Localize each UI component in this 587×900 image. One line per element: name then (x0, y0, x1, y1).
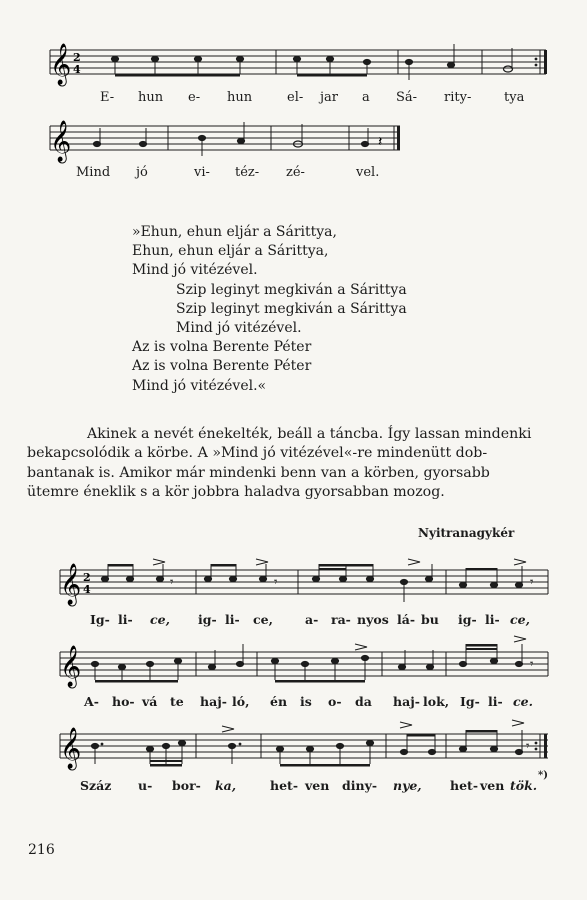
syllable: e- (188, 90, 201, 105)
syllable: ven (305, 778, 330, 793)
syllable: li- (225, 612, 240, 627)
syllable: is (300, 694, 312, 709)
syllable: ce, (253, 612, 273, 627)
syllable: li- (118, 612, 133, 627)
poem-line: »Ehun, ehun eljár a Sárittya, (132, 224, 337, 240)
poem (132, 223, 407, 396)
syllable: li- (485, 612, 500, 627)
syllable: Ig- (90, 612, 110, 627)
svg-text:𝄾: 𝄾 (170, 575, 174, 590)
poem-line: Mind jó vitézével. (132, 262, 258, 279)
syllable: ig- (458, 612, 477, 627)
svg-text:4: 4 (83, 583, 91, 596)
footnote-mark: *) (538, 770, 548, 781)
syllable: hun (138, 90, 164, 105)
syllable: Sá- (396, 90, 418, 105)
poem-line: Szip leginyt megkiván a Sárittya (176, 300, 407, 317)
syllable: bu (421, 612, 439, 627)
syllable: vi- (194, 165, 210, 180)
syllable: li- (488, 694, 503, 709)
prose-paragraph (27, 425, 567, 503)
syllable: ce, (510, 612, 530, 627)
syllable: haj- (200, 694, 227, 709)
svg-text:𝄾: 𝄾 (526, 739, 530, 754)
treble-clef-icon: 𝄞 (60, 646, 82, 687)
svg-text:𝄾: 𝄾 (530, 657, 534, 672)
poem-line: Szip leginyt megkiván a Sárittya (176, 281, 407, 298)
syllable: nyos (357, 612, 389, 627)
staff-4 (0, 630, 587, 690)
syllable: lok, (423, 694, 450, 709)
poem-line: Mind jó vitézével.« (132, 377, 267, 394)
prose-line: bekapcsolódik a körbe. A »Mind jó vitézével«-re mindenütt dob- (27, 445, 488, 462)
syllable: diny- (342, 778, 378, 793)
syllable: hun (227, 90, 253, 105)
song-source: Nyitranagykér (418, 526, 515, 540)
svg-text:2: 2 (73, 51, 81, 64)
prose-line: ütemre éneklik s a kör jobbra haladva gyorsabban mozog. (27, 484, 445, 501)
treble-clef-icon: 𝄞 (60, 564, 82, 605)
syllable: a- (305, 612, 319, 627)
syllable: tök. (510, 778, 538, 793)
syllable: rity- (444, 90, 472, 105)
syllable: vá (142, 694, 158, 709)
syllable: vel. (356, 165, 380, 180)
syllable: o- (328, 694, 342, 709)
svg-text:𝄽: 𝄽 (378, 134, 383, 150)
syllable: haj- (393, 694, 420, 709)
syllable: a (362, 90, 370, 105)
syllable: téz- (235, 165, 260, 180)
syllable: nye, (393, 778, 422, 793)
syllable: ce. (513, 694, 533, 709)
syllable: ce, (150, 612, 170, 627)
syllable: da (355, 694, 372, 709)
syllable: Mind (76, 165, 111, 180)
syllable: het- (270, 778, 299, 793)
syllable: E- (100, 90, 115, 105)
staff-3 (0, 556, 587, 616)
syllable: Ig- (460, 694, 480, 709)
syllable: ig- (198, 612, 217, 627)
syllable: het- (450, 778, 479, 793)
syllable: ra- (331, 612, 351, 627)
svg-text:𝄾: 𝄾 (530, 575, 534, 590)
syllable: lá- (397, 612, 416, 627)
poem-line: Az is volna Berente Péter (132, 358, 312, 375)
page-number: 216 (28, 842, 55, 858)
syllable: el- (287, 90, 304, 105)
syllable: ka, (215, 778, 237, 793)
syllable: te (170, 694, 184, 709)
staff-1 (0, 38, 587, 98)
syllable: ho- (112, 694, 135, 709)
syllable: u- (138, 778, 153, 793)
poem-line: Mind jó vitézével. (176, 320, 302, 337)
syllable: én (270, 694, 288, 709)
syllable: A- (84, 694, 99, 709)
syllable: Száz (80, 778, 112, 793)
syllable: bor- (172, 778, 201, 793)
poem-line: Ehun, ehun eljár a Sárittya, (132, 243, 329, 260)
prose-line: bantanak is. Amikor már mindenki benn van a körben, gyorsabb (27, 464, 490, 481)
syllable: jó (136, 165, 148, 180)
treble-clef-icon: 𝄞 (50, 44, 72, 85)
staff-5 (0, 710, 587, 774)
syllable: zé- (286, 165, 305, 180)
svg-text:4: 4 (73, 63, 81, 76)
syllable: jar (320, 90, 338, 105)
svg-text:𝄾: 𝄾 (274, 575, 278, 590)
treble-clef-icon: 𝄞 (50, 121, 72, 162)
syllable: ló, (232, 694, 250, 709)
syllable: tya (504, 90, 525, 105)
prose-line: Akinek a nevét énekelték, beáll a táncba. Így lassan mindenki (87, 426, 532, 442)
svg-text:2: 2 (83, 571, 91, 584)
treble-clef-icon: 𝄞 (60, 728, 82, 769)
syllable: ven (480, 778, 505, 793)
staff-2 (0, 116, 587, 170)
poem-line: Az is volna Berente Péter (132, 339, 312, 356)
